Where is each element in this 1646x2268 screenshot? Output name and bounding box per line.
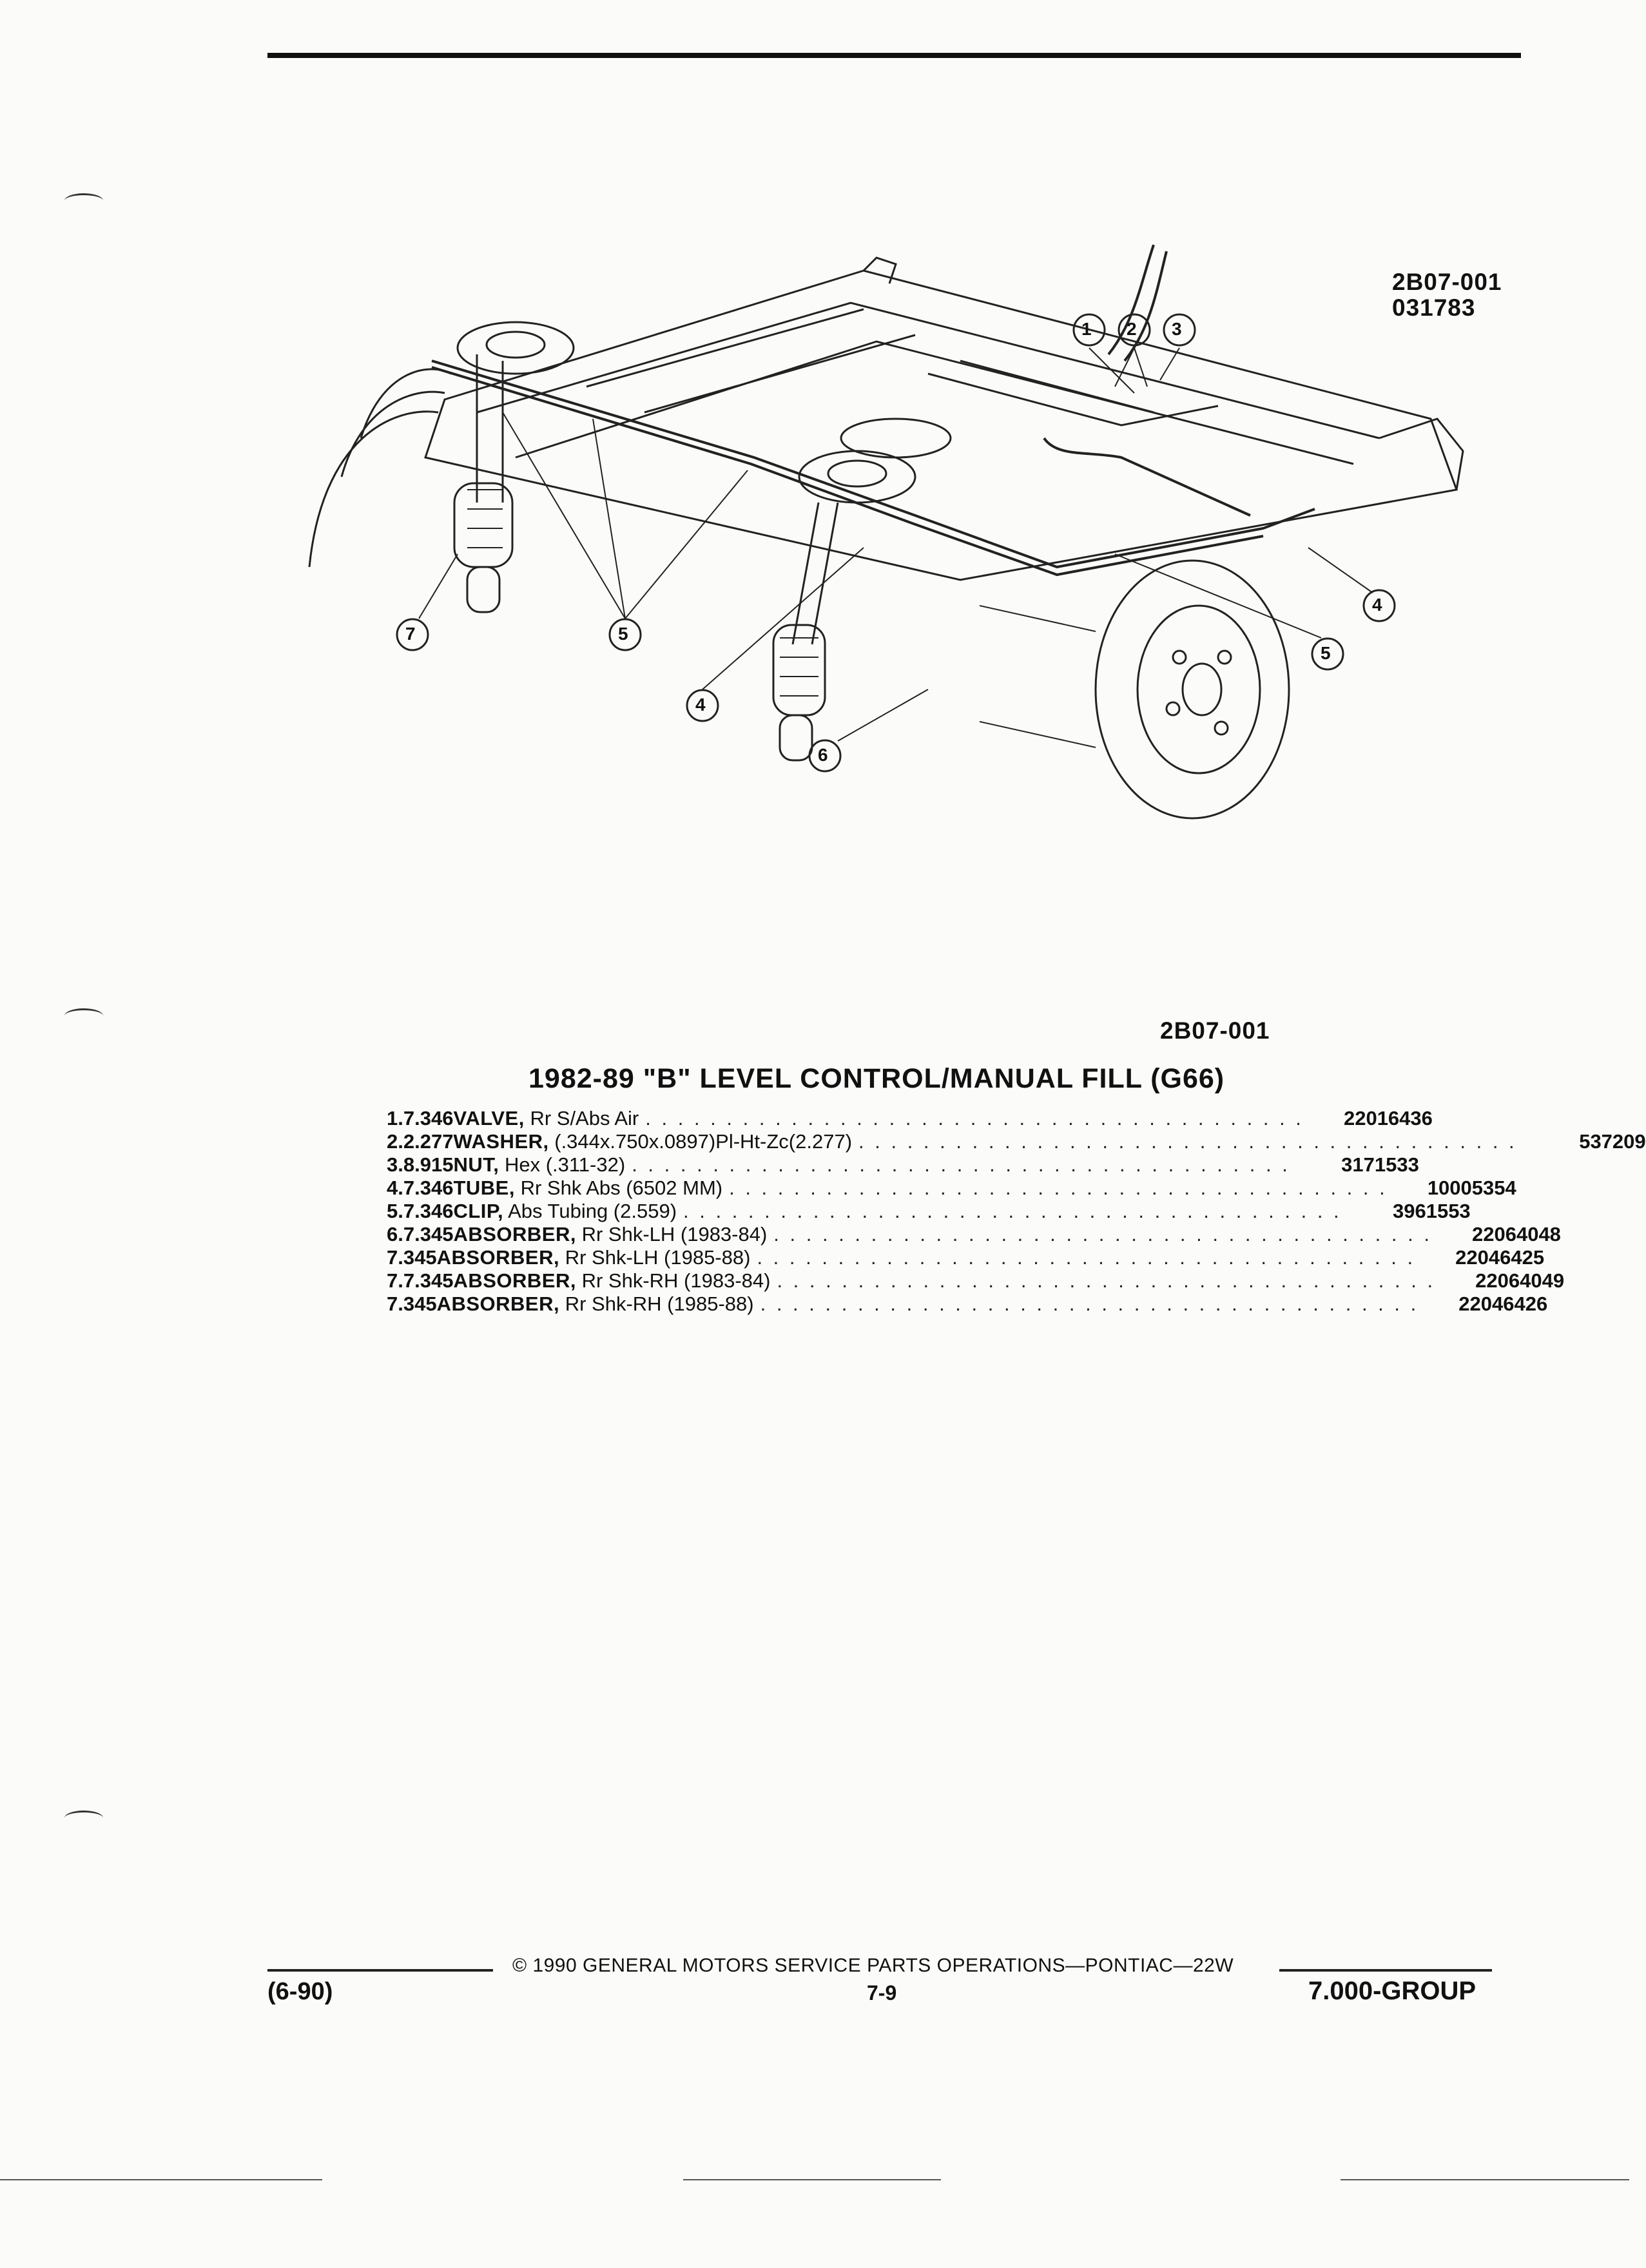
parts-row bbox=[387, 1177, 1516, 1200]
callout-5-right: 5 bbox=[1321, 643, 1331, 663]
footer-rule-right bbox=[1279, 1969, 1492, 1972]
parts-row bbox=[387, 1246, 1545, 1269]
part-name: CLIP, bbox=[453, 1200, 504, 1222]
scan-artifact-line bbox=[1341, 2179, 1629, 2180]
group-number: 7.345 bbox=[403, 1223, 454, 1245]
part-number: 537209 bbox=[1579, 1130, 1646, 1153]
figure-code-top: 2B07-001 bbox=[1392, 269, 1502, 295]
top-rule bbox=[267, 53, 1521, 58]
part-detail: Rr Shk-LH (1983-84) bbox=[581, 1223, 768, 1245]
group-number: 7.345 bbox=[387, 1246, 437, 1269]
part-name: NUT, bbox=[453, 1153, 499, 1176]
item-number: 3. bbox=[387, 1153, 403, 1176]
part-name: ABSORBER, bbox=[436, 1293, 560, 1315]
part-number: 10005354 bbox=[1427, 1177, 1516, 1199]
leader-dots: . . . . . . . . . . . . . . . . . . . . . . . . . . . . . . . . . . . . . . . . . bbox=[632, 1153, 1290, 1176]
part-name: WASHER, bbox=[453, 1130, 549, 1153]
page-number: 7-9 bbox=[867, 1981, 897, 2004]
group-number: 7.345 bbox=[403, 1269, 454, 1292]
parts-row bbox=[387, 1130, 1646, 1153]
parts-row bbox=[387, 1153, 1419, 1177]
callout-5-left: 5 bbox=[618, 624, 628, 644]
part-number: 22016436 bbox=[1343, 1107, 1433, 1129]
part-description bbox=[453, 1200, 677, 1223]
item-number: 7. bbox=[387, 1269, 403, 1292]
part-number: 22064049 bbox=[1475, 1269, 1565, 1292]
part-number: 3961553 bbox=[1392, 1200, 1471, 1222]
binder-hole-mark bbox=[64, 1008, 103, 1023]
leader-dots: . . . . . . . . . . . . . . . . . . . . . . . . . . . . . . . . . . . . . . . . . bbox=[773, 1223, 1432, 1245]
air-tubing bbox=[432, 361, 1315, 575]
parts-row bbox=[387, 1269, 1565, 1293]
figure-date-code: 031783 bbox=[1392, 294, 1476, 321]
binder-hole-mark bbox=[64, 1811, 103, 1825]
part-detail: Rr S/Abs Air bbox=[530, 1107, 639, 1129]
group-number: 7.345 bbox=[387, 1293, 437, 1315]
group-number: 8.915 bbox=[403, 1153, 454, 1176]
callout-7: 7 bbox=[405, 624, 416, 644]
part-number: 3171533 bbox=[1341, 1153, 1419, 1176]
item-number: 4. bbox=[387, 1177, 403, 1199]
brake-drum bbox=[980, 561, 1289, 818]
part-description bbox=[453, 1223, 767, 1246]
part-description bbox=[453, 1153, 625, 1177]
parts-row bbox=[387, 1223, 1561, 1246]
left-strut-assembly bbox=[309, 322, 574, 612]
callout-3: 3 bbox=[1172, 319, 1182, 339]
callout-4-center: 4 bbox=[695, 695, 706, 715]
part-detail: Hex (.311-32) bbox=[504, 1153, 626, 1176]
group-number: 2.277 bbox=[403, 1130, 454, 1153]
callout-4-right: 4 bbox=[1372, 595, 1382, 615]
leader-dots: . . . . . . . . . . . . . . . . . . . . . . . . . . . . . . . . . . . . . . . . . bbox=[645, 1107, 1304, 1129]
part-name: TUBE, bbox=[453, 1177, 515, 1199]
part-name: ABSORBER, bbox=[453, 1269, 576, 1292]
footer-rule-left bbox=[267, 1969, 493, 1972]
leader-dots: . . . . . . . . . . . . . . . . . . . . . . . . . . . . . . . . . . . . . . . . . bbox=[777, 1269, 1436, 1292]
part-detail: (.344x.750x.0897)Pl-Ht-Zc(2.277) bbox=[554, 1130, 853, 1153]
group-number: 7.346 bbox=[403, 1107, 454, 1129]
group-label: 7.000-GROUP bbox=[1308, 1977, 1477, 2005]
callout-markers bbox=[397, 314, 1395, 771]
part-description bbox=[437, 1293, 754, 1316]
parts-row bbox=[387, 1107, 1433, 1130]
item-number: 2. bbox=[387, 1130, 403, 1153]
parts-row bbox=[387, 1200, 1471, 1223]
page-title: 1982-89 "B" LEVEL CONTROL/MANUAL FILL (G66) bbox=[528, 1063, 1225, 1094]
part-detail: Rr Shk Abs (6502 MM) bbox=[520, 1177, 723, 1199]
part-description bbox=[453, 1107, 639, 1130]
leader-dots: . . . . . . . . . . . . . . . . . . . . . . . . . . . . . . . . . . . . . . . . . bbox=[729, 1177, 1388, 1199]
group-number: 7.346 bbox=[403, 1200, 454, 1222]
part-detail: Abs Tubing (2.559) bbox=[508, 1200, 677, 1222]
revision-date: (6-90) bbox=[267, 1978, 333, 2005]
leader-dots: . . . . . . . . . . . . . . . . . . . . . . . . . . . . . . . . . . . . . . . . . bbox=[683, 1200, 1342, 1222]
part-detail: Rr Shk-RH (1985-88) bbox=[565, 1293, 754, 1315]
part-number: 22046426 bbox=[1458, 1293, 1548, 1315]
part-detail: Rr Shk-LH (1985-88) bbox=[565, 1246, 751, 1269]
part-name: VALVE, bbox=[453, 1107, 525, 1129]
callout-2: 2 bbox=[1127, 319, 1137, 339]
group-number: 7.346 bbox=[403, 1177, 454, 1199]
figure-code-below: 2B07-001 bbox=[1160, 1017, 1270, 1044]
leader-dots: . . . . . . . . . . . . . . . . . . . . . . . . . . . . . . . . . . . . . . . . . bbox=[757, 1246, 1416, 1269]
parts-list bbox=[387, 1107, 1646, 1316]
parts-row bbox=[387, 1293, 1548, 1316]
copyright-line: © 1990 GENERAL MOTORS SERVICE PARTS OPERATIONS—PONTIAC—22W bbox=[512, 1955, 1234, 1976]
part-name: ABSORBER, bbox=[436, 1246, 560, 1269]
callout-6: 6 bbox=[818, 745, 828, 765]
leader-dots: . . . . . . . . . . . . . . . . . . . . . . . . . . . . . . . . . . . . . . . . . bbox=[858, 1130, 1517, 1153]
part-description bbox=[453, 1130, 852, 1153]
scan-artifact-line bbox=[683, 2179, 941, 2180]
part-number: 22046425 bbox=[1455, 1246, 1545, 1269]
item-number: 1. bbox=[387, 1107, 403, 1129]
item-number: 6. bbox=[387, 1223, 403, 1245]
part-detail: Rr Shk-RH (1983-84) bbox=[581, 1269, 771, 1292]
part-name: ABSORBER, bbox=[453, 1223, 576, 1245]
part-description bbox=[453, 1177, 722, 1200]
callout-1: 1 bbox=[1081, 319, 1092, 339]
scan-artifact-line bbox=[0, 2179, 322, 2180]
part-description bbox=[453, 1269, 770, 1293]
binder-hole-mark bbox=[64, 193, 103, 208]
leader-dots: . . . . . . . . . . . . . . . . . . . . . . . . . . . . . . . . . . . . . . . . . bbox=[760, 1293, 1419, 1315]
part-number: 22064048 bbox=[1472, 1223, 1561, 1245]
item-number: 5. bbox=[387, 1200, 403, 1222]
rear-suspension-diagram bbox=[284, 245, 1527, 921]
part-description bbox=[437, 1246, 751, 1269]
